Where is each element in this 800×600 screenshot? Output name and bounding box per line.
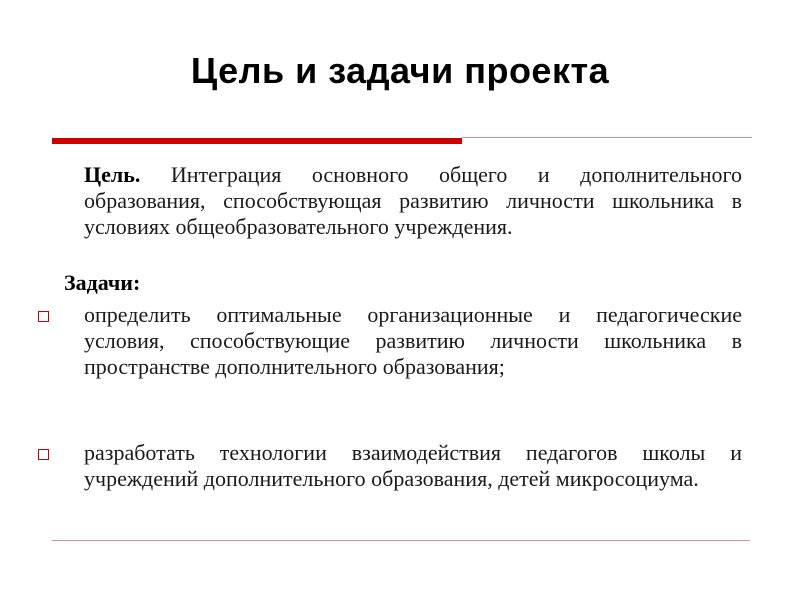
slide-title: Цель и задачи проекта [190, 50, 610, 91]
goal-paragraph [84, 162, 742, 240]
title-underline-thin [462, 137, 752, 138]
task-item: определить оптимальные организационные и педагогические условия, способствующие развитию личности школьника в пространстве дополнительного образования; [84, 302, 742, 379]
tasks-heading: Задачи: [64, 270, 141, 295]
square-bullet-icon [38, 449, 49, 460]
title-underline-thick [52, 138, 462, 144]
square-bullet-icon [38, 311, 49, 322]
task-item: разработать технологии взаимодействия педагогов школы и учреждений дополнительного образования, детей микросоциума. [84, 440, 742, 491]
goal-text: Интеграция основного общего и дополнительного образования, способствующая развитию личности школьника в условиях общеобразовательного учреждения. [84, 162, 742, 239]
bottom-divider [52, 540, 750, 541]
goal-label: Цель. [84, 162, 141, 187]
